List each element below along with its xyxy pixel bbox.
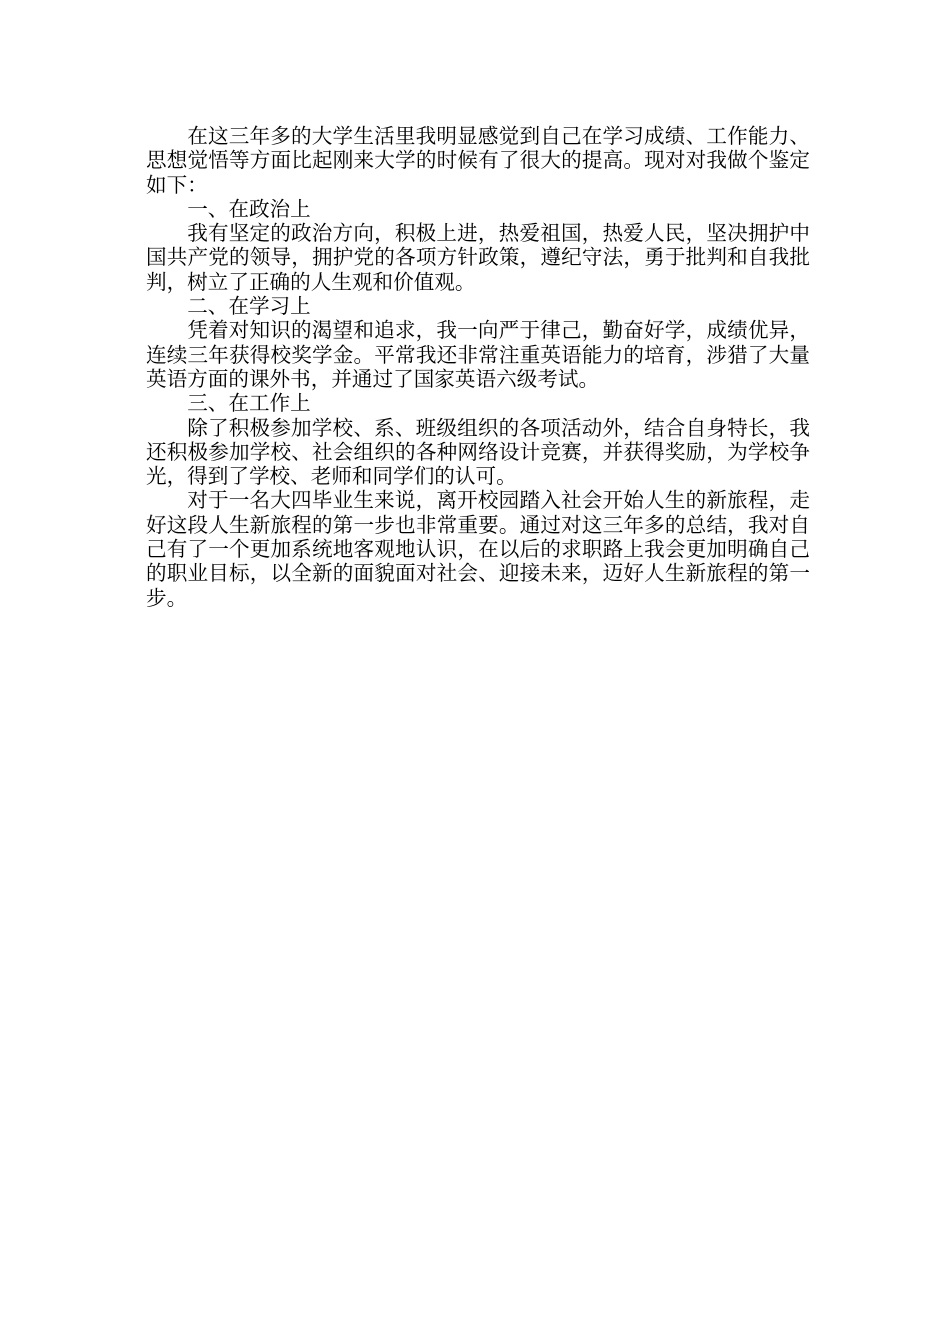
study-paragraph: 凭着对知识的渴望和追求，我一向严于律己，勤奋好学，成绩优异，连续三年获得校奖学金。平常我还非常注重英语能力的培育，涉猎了大量英语方面的课外书，并通过了国家英语六级考试。	[146, 318, 810, 391]
document-body	[146, 124, 810, 610]
conclusion-paragraph: 对于一名大四毕业生来说，离开校园踏入社会开始人生的新旅程，走好这段人生新旅程的第一步也非常重要。通过对这三年多的总结，我对自己有了一个更加系统地客观地认识，在以后的求职路上我会更加明确自己的职业目标，以全新的面貌面对社会、迎接未来，迈好人生新旅程的第一步。	[146, 488, 810, 610]
section-heading-work: 三、在工作上	[187, 391, 311, 416]
work-paragraph: 除了积极参加学校、系、班级组织的各项活动外，结合自身特长，我还积极参加学校、社会组织的各种网络设计竞赛，并获得奖励，为学校争光，得到了学校、老师和同学们的认可。	[146, 415, 810, 489]
section-heading-politics: 一、在政治上	[187, 196, 311, 221]
politics-paragraph: 我有坚定的政治方向，积极上进，热爱祖国，热爱人民，坚决拥护中国共产党的领导，拥护党的各项方针政策，遵纪守法，勇于批判和自我批判，树立了正确的人生观和价值观。	[146, 221, 810, 294]
intro-paragraph: 在这三年多的大学生活里我明显感觉到自己在学习成绩、工作能力、思想觉悟等方面比起刚来大学的时候有了很大的提高。现对对我做个鉴定如下：	[146, 124, 810, 197]
section-heading-study: 二、在学习上	[187, 294, 311, 319]
